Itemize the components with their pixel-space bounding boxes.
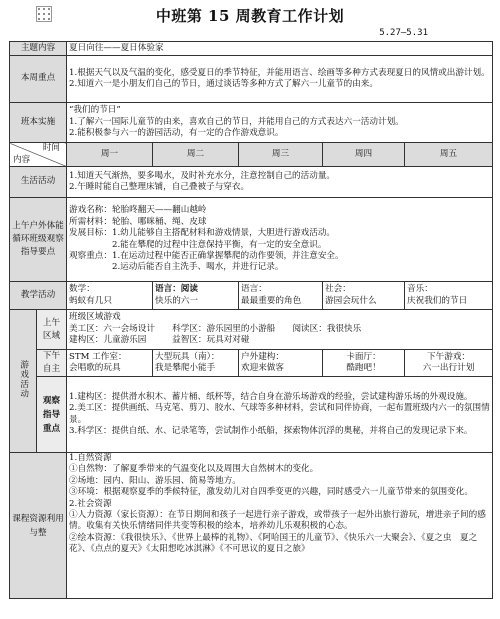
teaching-cell [153, 282, 239, 310]
play-observe-row [10, 377, 493, 453]
outdoor-line: 观察重点：1.在运动过程中能否正确掌握攀爬的动作要领，并注意安全。 [69, 250, 344, 261]
observe-line: 2.美工区：提供画纸、马克笔、剪刀、胶水、气球等多种材料，尝试和同伴协商，一起布置班级内六一的氛围情景。 [69, 403, 490, 425]
teaching-cell [67, 282, 153, 310]
outdoor-content [67, 198, 493, 282]
observe-line: 3.科学区：提供自纸、水、记录笔等，尝试制作小纸船，探索物体沉浮的奥秘，并将自己的发现记录下来。 [69, 425, 473, 436]
day-header: 周二 [153, 143, 239, 167]
am-area-content [67, 310, 493, 350]
play-label-text: 游戏活动 [18, 359, 29, 398]
resources-line: ②场地：园内、阳山、游乐园、简易等地方。 [69, 475, 241, 486]
pm-cell [239, 350, 323, 377]
pm-cell-topic: 六一出行计划 [422, 363, 475, 373]
pm-cell-topic: 欢迎来做客 [241, 363, 284, 373]
day-header: 周一 [67, 143, 153, 167]
focus-content [67, 56, 493, 103]
theme-label: 主题内容 [10, 42, 67, 56]
observe-line: 1.建构区：提供滑水积木、蓄片桶、纸杯等，结合自身在游乐场游戏的经验，尝试建构游乐场的外观设施。 [69, 391, 473, 402]
daily-life-line: 1.知道天气渐热，要多喝水，及时补充水分，注意控制自己的活动量。 [69, 170, 336, 181]
teaching-topic: 游园会玩什么 [325, 295, 377, 306]
outdoor-line: 2.运动后能否自主洗手、喝水，并进行记录。 [69, 262, 284, 273]
pm-cell [323, 350, 405, 377]
day-header: 周四 [323, 143, 405, 167]
daily-life-label: 生活活动 [10, 167, 67, 198]
resources-line: ②绘本资源：《我很快乐》、《世界上最棒的礼物》、《阿哈国王的儿童节》、《快乐六一大聚会》、《夏之虫 夏之花》、《点点的夏天》《太阳想吃冰淇淋》《不可思议的夏日之旅》 [69, 532, 478, 555]
content-header: 内容 [13, 154, 31, 165]
class-practice-content [67, 103, 493, 143]
focus-row [10, 56, 493, 103]
am-area-line: 班级区域游戏 [69, 312, 121, 323]
pm-free-label: 下午自主 [37, 350, 67, 377]
outdoor-line: 发展目标：1.幼儿能够自主搭配材料和游戏情景，大胆进行游戏活动。 [69, 228, 336, 239]
resources-line: ①人力资源（家长资源）：在节日期间和孩子一起进行亲子游戏，或带孩子一起外出旅行游玩，增进亲子间的感情。收集有关快乐情绪同伴共变等积极的绘本，培养幼儿乐观积极的心态。 [69, 510, 486, 532]
pm-cell [67, 350, 153, 377]
schedule-header-row [10, 143, 493, 167]
daily-life-content [67, 167, 493, 198]
daily-life-line: 2.午睡时能自己整理床铺，自己叠被子与穿衣。 [69, 182, 250, 192]
outdoor-row [10, 198, 493, 282]
outdoor-line: 游戏名称：轮胎咚翻天——翻山越岭 [69, 205, 207, 216]
day-header: 周三 [239, 143, 323, 167]
resources-line: ①自然物：了解夏季带来的气温变化以及周围大自然树木的变化。 [69, 464, 319, 475]
focus-label: 本周重点 [10, 56, 67, 103]
pm-cell-area: STM 工作室： [69, 351, 127, 362]
pm-cell-area: 户外建构： [241, 351, 284, 362]
resources-line: 2.社会资源 [69, 498, 112, 509]
date-range: 5.27—5.31 [379, 28, 428, 38]
am-area-line: 美工区：六一会场设计 科学区：游乐园里的小游船 阅读区：我很快乐 [69, 323, 362, 334]
day-header: 周五 [405, 143, 493, 167]
teaching-cell [405, 282, 493, 310]
resources-content [67, 453, 493, 599]
theme-row [10, 42, 493, 56]
am-area-label: 上午区域 [37, 310, 67, 350]
focus-line: 1.根据天气以及气温的变化，感受夏日的季节特征，并能用语言、绘画等多种方式表现夏日的风情或出游计划。 [69, 67, 490, 78]
class-practice-label: 班本实施 [10, 103, 67, 143]
am-area-line: 建构区：儿童游乐园 益智区：玩具对对碰 [69, 335, 250, 346]
teaching-subject: 社会： [325, 284, 351, 295]
teaching-subject: 语言： [241, 284, 267, 295]
teaching-label: 教学活动 [10, 282, 67, 310]
resources-row [10, 453, 493, 599]
outdoor-line: 所需材料：轮胎、哪咪桶、绳、皮球 [69, 216, 207, 227]
daily-life-row [10, 167, 493, 198]
pm-cell [405, 350, 493, 377]
teaching-subject: 语言：阅读 [155, 284, 198, 295]
page-title: 中班第 15 周教育工作计划 [155, 7, 345, 25]
teaching-subject: 数学： [69, 284, 95, 295]
pm-cell-area: 大型玩具（南）： [155, 351, 220, 362]
focus-line: 2.知道六一是小朋友们自己的节日，通过谈话等多种方式了解六一儿童节的由来。 [69, 79, 378, 89]
teaching-cell [323, 282, 405, 310]
resources-line: 1.自然资源 [69, 453, 112, 463]
pm-cell-area: 下午游戏： [427, 351, 471, 362]
class-practice-heading: “我们的节日” [69, 105, 121, 116]
teaching-topic: 最最重要的角色 [241, 295, 302, 306]
observe-content [67, 377, 493, 453]
observe-label: 观察指导重点 [37, 377, 67, 453]
pm-cell-topic: 我是攀爬小能手 [155, 363, 216, 373]
pm-cell-topic: 酷跑吧！ [346, 363, 381, 373]
plan-table [9, 41, 493, 599]
outdoor-line: 2.能在攀爬的过程中注意保持平衡，有一定的安全意识。 [69, 239, 327, 250]
resources-line: ③环境：根据观察夏季的季候特征，激发幼儿对自四季变更的兴趣，同时感受六一儿童节带来的氛围变化。 [69, 487, 473, 498]
class-practice-line: 2.能积极参与六一的游园活动，有一定的合作游戏意识。 [69, 128, 284, 139]
time-content-header [10, 143, 67, 167]
time-header: 时间 [42, 143, 61, 153]
class-practice-row [10, 103, 493, 143]
class-practice-line: 1.了解六一国际儿童节的由来，喜欢自己的节日，并能用自己的方式表达六一活动计划。 [69, 116, 404, 127]
teaching-topic: 快乐的六一 [155, 295, 198, 306]
teaching-topic: 蚂蚁有几只 [69, 295, 112, 306]
teaching-row [10, 282, 493, 310]
teaching-subject: 音乐： [407, 284, 433, 295]
pm-cell-area: 卡面厅： [346, 351, 381, 362]
resources-label: 课程资源利用与整 [10, 453, 67, 599]
theme-value: 夏日向往——夏日体验家 [67, 42, 493, 56]
pm-cell-topic: 会唱歌的玩具 [69, 363, 121, 373]
pm-cell [153, 350, 239, 377]
outdoor-label: 上午户外体能循环班级观察指导要点 [10, 198, 67, 282]
play-label [10, 310, 37, 453]
teaching-topic: 庆祝我们的节日 [407, 295, 468, 306]
play-pm-row [10, 350, 493, 377]
teaching-cell [239, 282, 323, 310]
play-am-row [10, 310, 493, 350]
